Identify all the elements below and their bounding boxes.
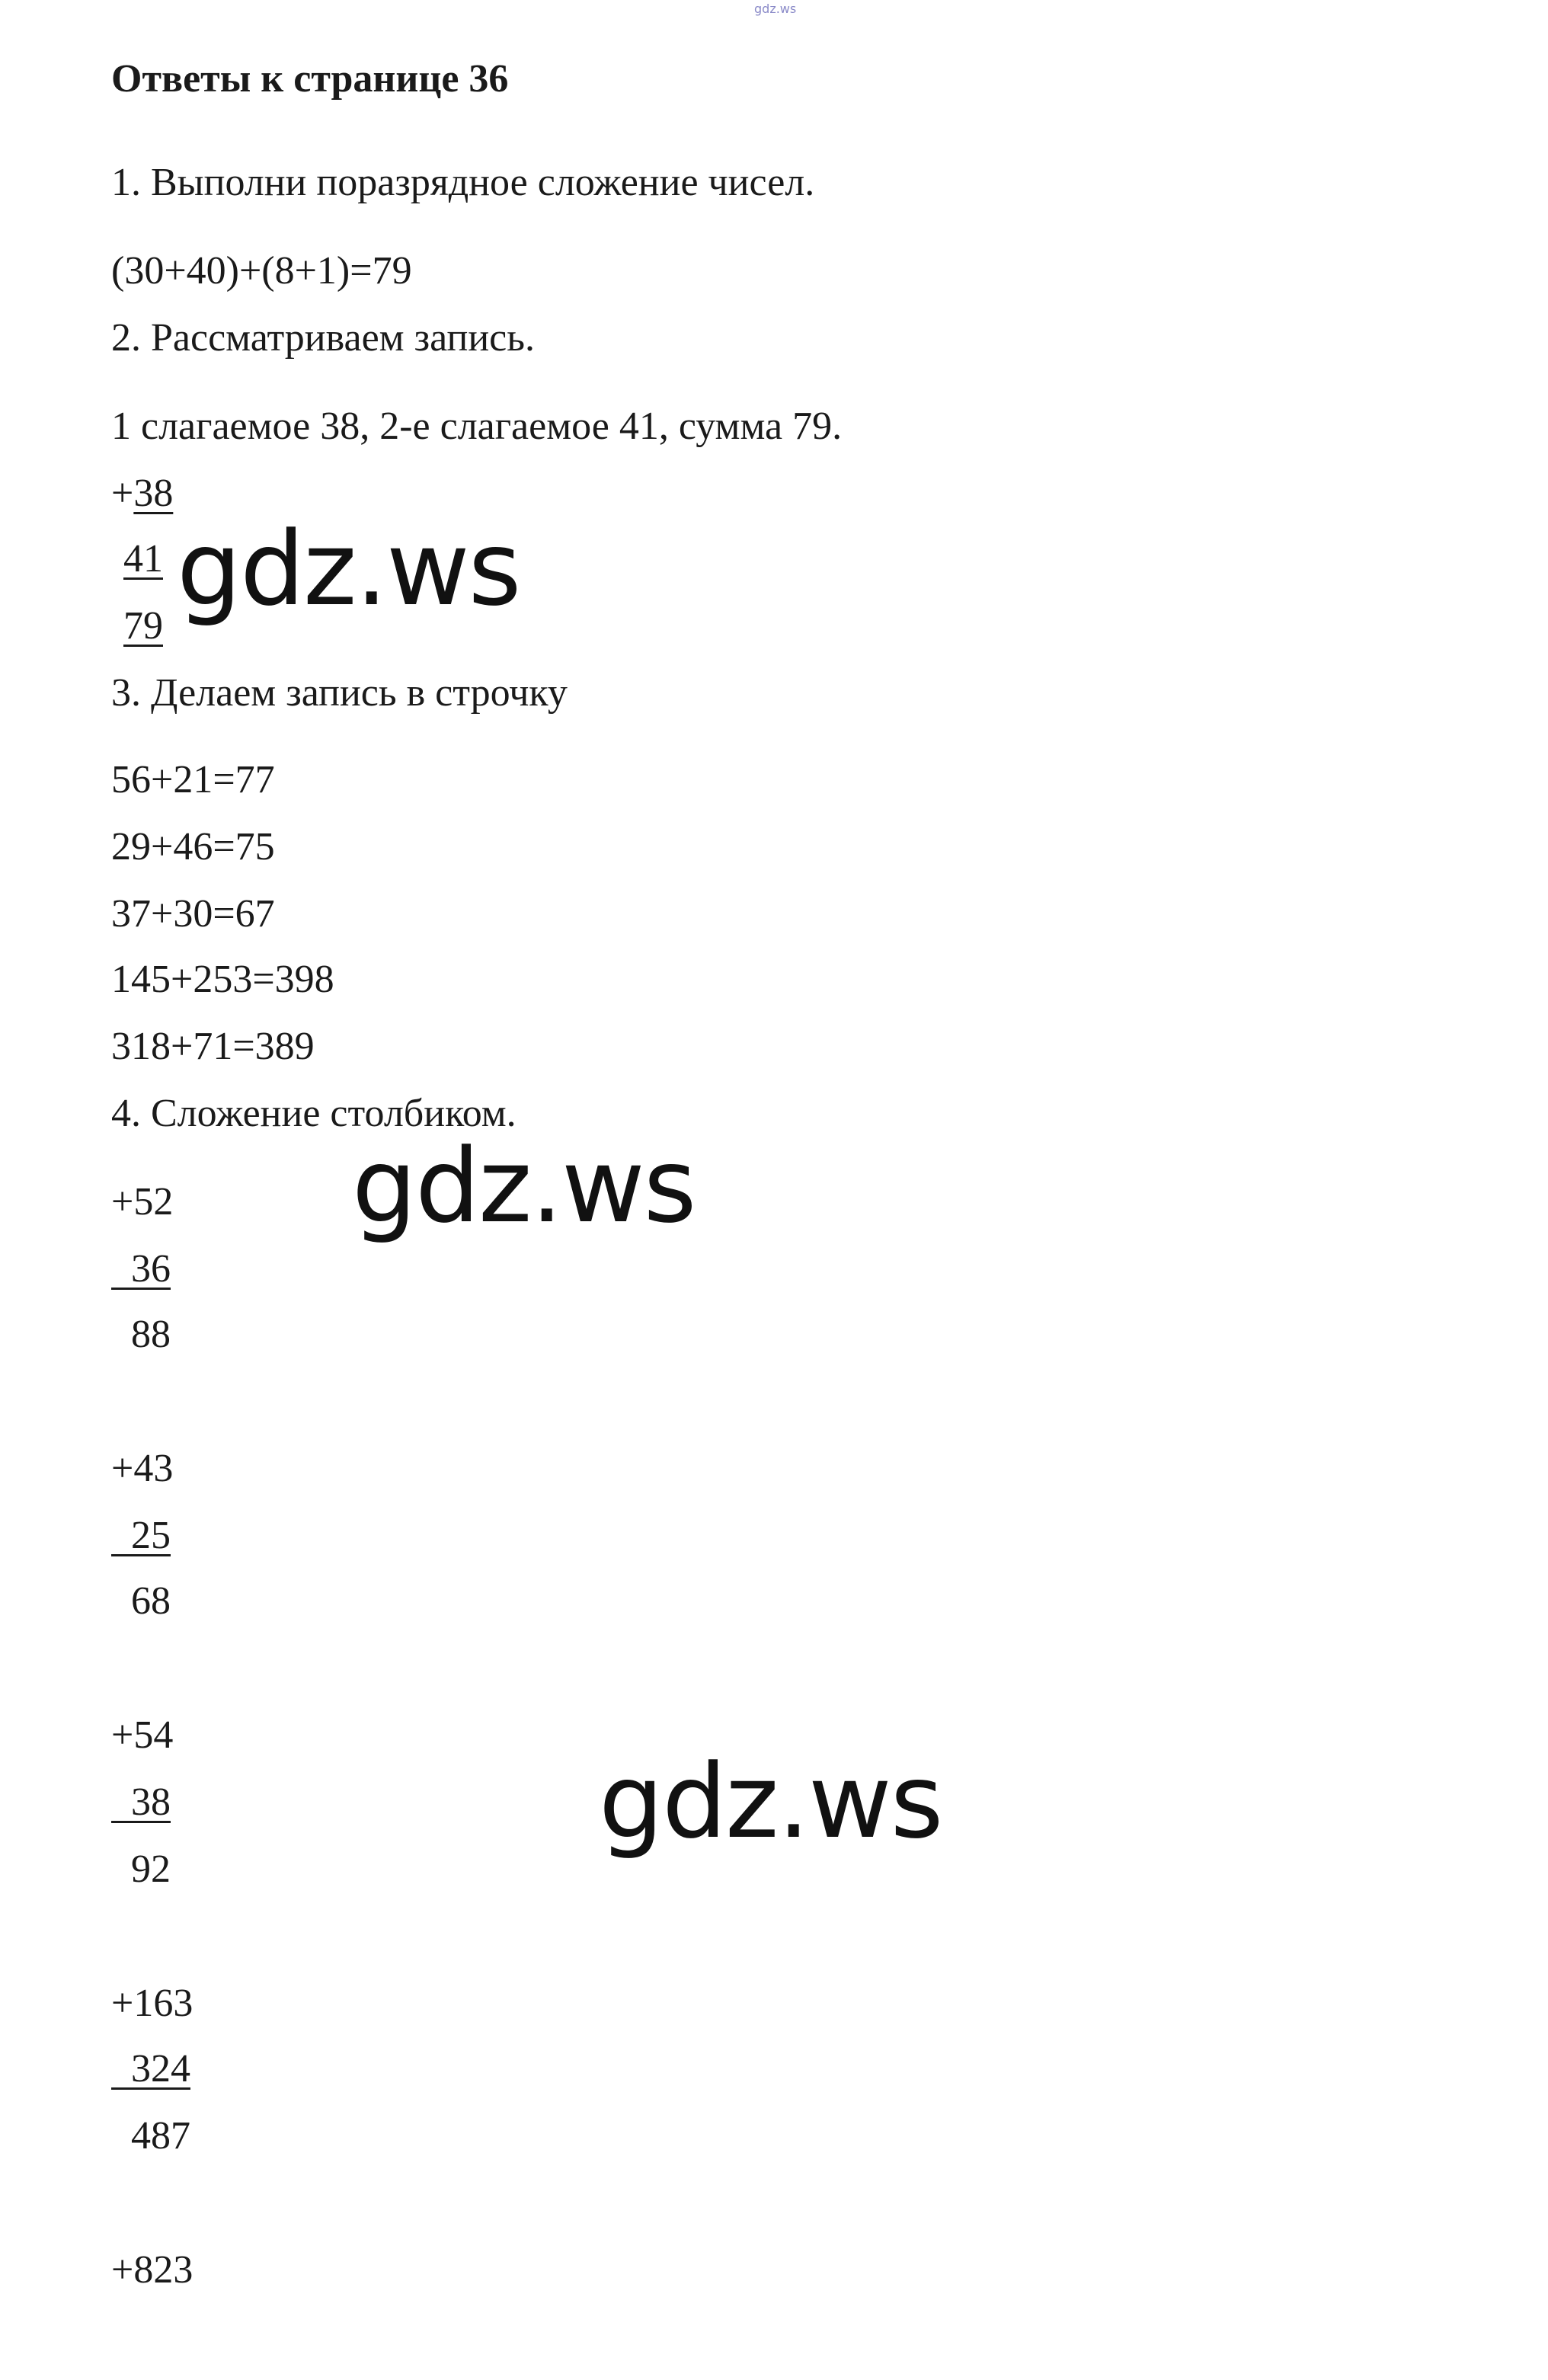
task2-answer: 1 слагаемое 38, 2-е слагаемое 41, сумма 79. [111,405,843,448]
col3-sum: 92 [131,1847,171,1891]
col4-addend-2: 324 [131,2047,190,2090]
column-addend-1: 38 [133,472,174,515]
task1-answer: (30+40)+(8+1)=79 [111,249,412,293]
column-addend-2: 41 [123,537,163,581]
task3-line: 318+71=389 [111,1025,315,1068]
task2-column-top [111,474,173,513]
task2-heading: 2. Рассматриваем запись. [111,316,535,360]
page-title: Ответы к странице 36 [111,57,509,101]
col5-addend-1: +823 [111,2248,194,2292]
col4-sum: 487 [131,2114,190,2158]
task4-heading: 4. Сложение столбиком. [111,1092,517,1135]
task3-heading: 3. Делаем запись в строчку [111,671,568,715]
col2-addend-1: +43 [111,1447,174,1490]
watermark: gdz.ws [599,1742,942,1861]
col2-addend-2: 25 [131,1514,171,1557]
task3-line: 56+21=77 [111,758,275,801]
col4-addend-1: +163 [111,1982,194,2025]
task1-heading: 1. Выполни поразрядное сложение чисел. [111,161,815,204]
task3-line: 145+253=398 [111,958,334,1001]
col1-addend-1: +52 [111,1180,174,1224]
header-watermark: gdz.ws [754,2,797,16]
col1-sum: 88 [131,1313,171,1356]
plus-sign: + [111,472,134,515]
column-sum: 79 [123,604,163,648]
watermark: gdz.ws [177,510,520,629]
task3-line: 29+46=75 [111,825,275,869]
watermark: gdz.ws [352,1127,696,1246]
col2-sum: 68 [131,1579,171,1623]
col1-addend-2: 36 [131,1247,171,1291]
col3-addend-1: +54 [111,1713,174,1757]
col3-addend-2: 38 [131,1780,171,1824]
task3-line: 37+30=67 [111,892,275,936]
